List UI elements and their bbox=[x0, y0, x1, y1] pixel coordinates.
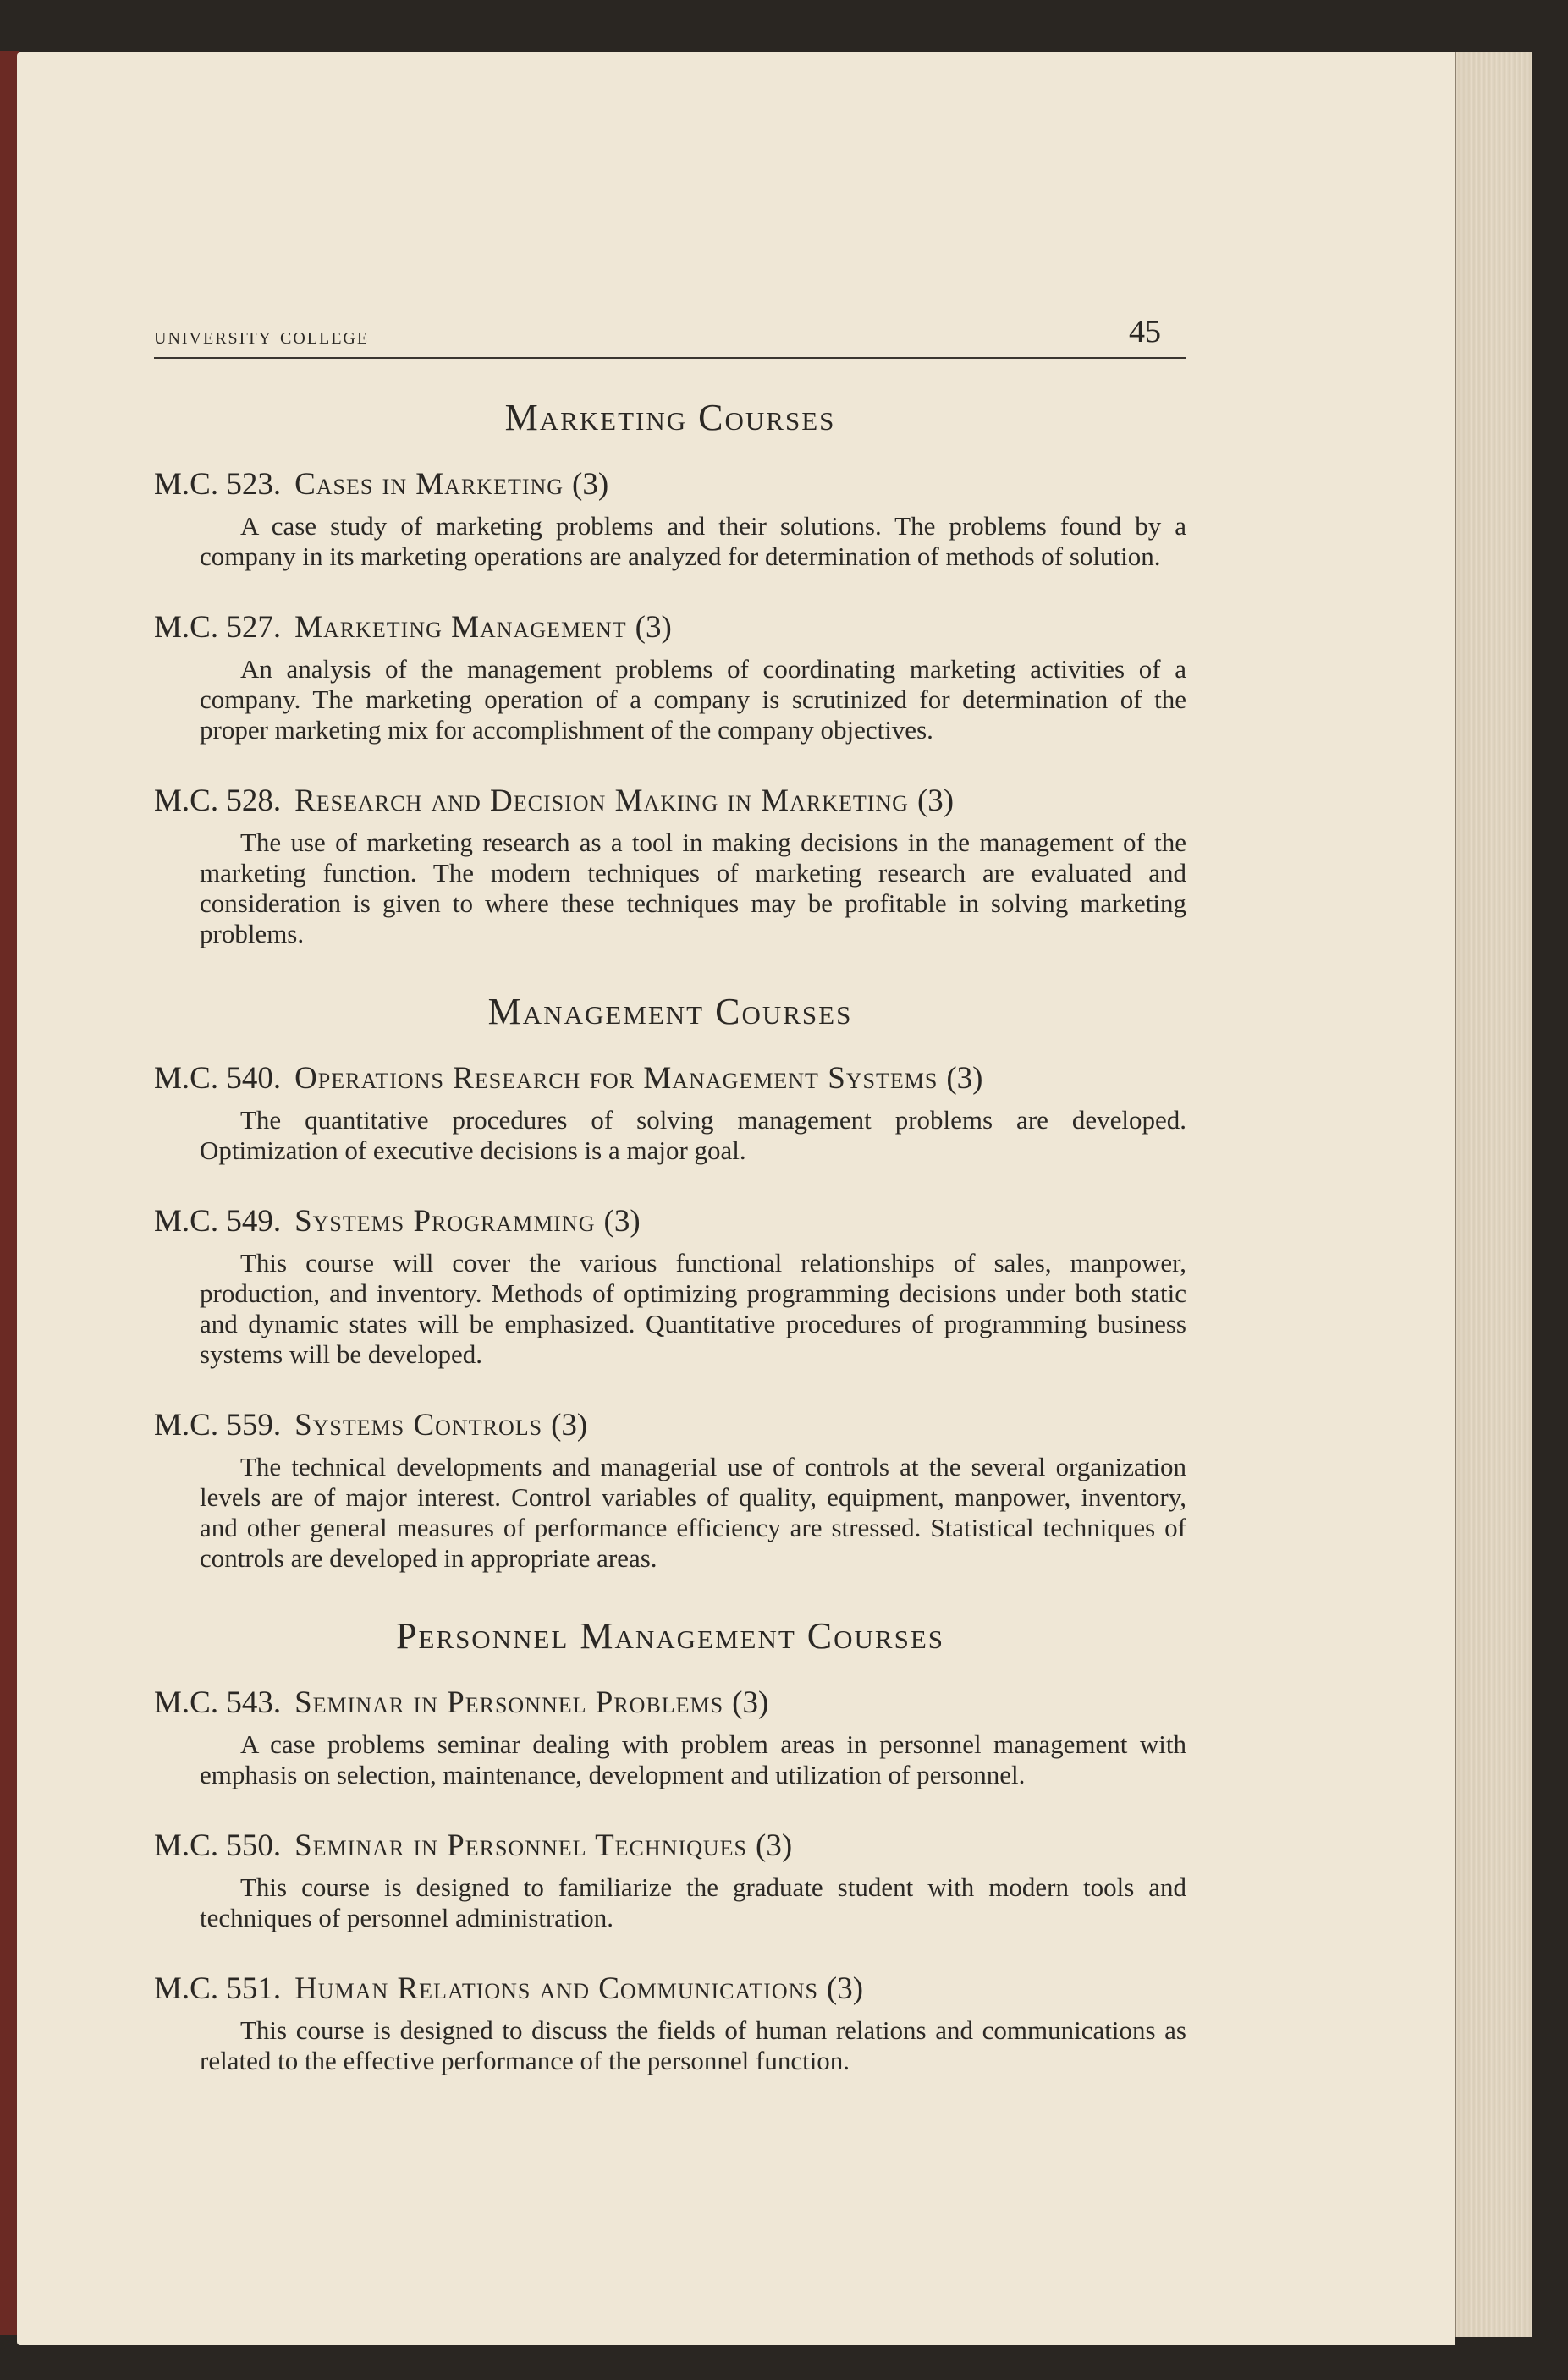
course-code: M.C. 543. bbox=[154, 1685, 282, 1720]
course-code: M.C. 540. bbox=[154, 1061, 282, 1096]
course-credits: (3) bbox=[826, 1971, 864, 2006]
course-entry bbox=[154, 609, 1186, 745]
course-code: M.C. 523. bbox=[154, 467, 282, 502]
course-code: M.C. 528. bbox=[154, 783, 282, 818]
course-description: A case problems seminar dealing with problem areas in personnel management with emphasis on selection, maintenance, development and utilization of personnel. bbox=[200, 1729, 1186, 1789]
course-credits: (3) bbox=[551, 1408, 588, 1443]
course-credits: (3) bbox=[603, 1204, 641, 1239]
course-entry bbox=[154, 1203, 1186, 1370]
course-title: Marketing Management bbox=[294, 610, 627, 645]
course-heading bbox=[154, 783, 1186, 819]
course-entry bbox=[154, 466, 1186, 572]
course-heading bbox=[154, 1828, 1186, 1864]
course-entry bbox=[154, 1407, 1186, 1574]
course-code: M.C. 551. bbox=[154, 1971, 282, 2006]
course-title: Operations Research for Management Systems bbox=[294, 1061, 938, 1096]
course-title: Seminar in Personnel Problems bbox=[294, 1685, 724, 1720]
course-entry bbox=[154, 1685, 1186, 1790]
course-description: A case study of marketing problems and their solutions. The problems found by a company in its marketing operations are analyzed for determination of methods of solution. bbox=[200, 511, 1186, 571]
course-title: Seminar in Personnel Techniques bbox=[294, 1828, 748, 1863]
course-code: M.C. 527. bbox=[154, 610, 282, 645]
course-entry bbox=[154, 1060, 1186, 1166]
course-heading bbox=[154, 1685, 1186, 1721]
course-title: Human Relations and Communications bbox=[294, 1971, 818, 2006]
book-cover-edge bbox=[0, 51, 19, 2335]
course-code: M.C. 550. bbox=[154, 1828, 282, 1863]
course-description: An analysis of the management problems of coordinating marketing activities of a company. The marketing operation of a company is scrutinized for determination of the proper marketing mix for accomplishment of the company objectives. bbox=[200, 654, 1186, 745]
course-heading bbox=[154, 466, 1186, 503]
course-description: The use of marketing research as a tool in making decisions in the management of the marketing function. The modern techniques of marketing research are evaluated and consideration is given to where these techniques may be profitable in solving marketing problems. bbox=[200, 827, 1186, 948]
course-code: M.C. 559. bbox=[154, 1408, 282, 1443]
page-number: 45 bbox=[1129, 314, 1161, 349]
running-head-title: university college bbox=[154, 323, 370, 349]
course-description: This course is designed to familiarize the graduate student with modern tools and techniques of personnel administration. bbox=[200, 1872, 1186, 1932]
course-heading bbox=[154, 609, 1186, 646]
course-title: Cases in Marketing bbox=[294, 467, 564, 502]
section-title-management: Management Courses bbox=[487, 991, 853, 1032]
course-title: Systems Controls bbox=[294, 1408, 543, 1443]
course-entry bbox=[154, 1971, 1186, 2076]
course-heading bbox=[154, 1060, 1186, 1097]
course-description: This course will cover the various functional relationships of sales, manpower, production, and inventory. Methods of optimizing programming decisions under both static and dynamic states will be emphasized. Quantitative procedures of programming business systems will be developed. bbox=[200, 1248, 1186, 1369]
course-credits: (3) bbox=[732, 1685, 769, 1720]
course-entry bbox=[154, 783, 1186, 949]
page-content bbox=[154, 306, 1186, 2113]
course-title: Research and Decision Making in Marketing bbox=[294, 783, 909, 818]
section-title-marketing: Marketing Courses bbox=[504, 397, 836, 438]
course-credits: (3) bbox=[572, 467, 609, 502]
course-heading bbox=[154, 1203, 1186, 1239]
course-heading bbox=[154, 1971, 1186, 2007]
course-description: The technical developments and managerial use of controls at the several organization levels are of major interest. Control variables of quality, equipment, manpower, inventory, and other general measures of performance efficiency are stressed. Statistical techniques of controls are developed in appropriate areas. bbox=[200, 1452, 1186, 1573]
course-entry bbox=[154, 1828, 1186, 1933]
course-credits: (3) bbox=[916, 783, 955, 818]
course-heading bbox=[154, 1407, 1186, 1443]
course-description: This course is designed to discuss the fields of human relations and communications as related to the effective performance of the personnel function. bbox=[200, 2015, 1186, 2075]
running-head bbox=[154, 306, 1186, 359]
course-title: Systems Programming bbox=[294, 1204, 596, 1239]
section-title-personnel-management: Personnel Management Courses bbox=[395, 1615, 944, 1657]
course-credits: (3) bbox=[946, 1061, 983, 1096]
course-code: M.C. 549. bbox=[154, 1204, 282, 1239]
course-description: The quantitative procedures of solving management problems are developed. Optimization of executive decisions is a major goal. bbox=[200, 1105, 1186, 1165]
course-credits: (3) bbox=[635, 610, 672, 645]
course-credits: (3) bbox=[756, 1828, 793, 1863]
book-page bbox=[17, 52, 1455, 2345]
